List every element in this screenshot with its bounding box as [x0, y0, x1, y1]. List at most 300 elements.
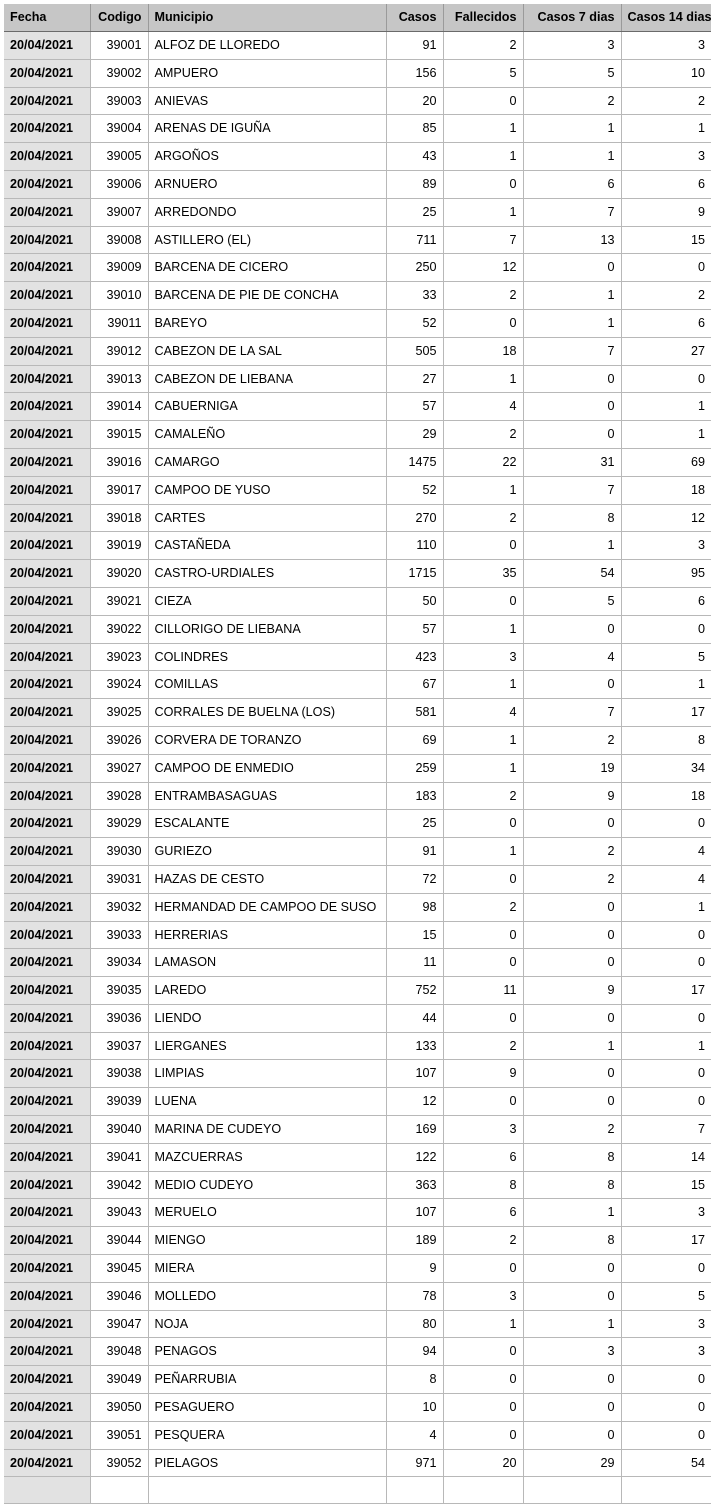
cell-fallecidos: 1: [443, 365, 523, 393]
cell-codigo: 39015: [90, 421, 148, 449]
cell-casos-14-dias: 17: [621, 699, 711, 727]
table-row[interactable]: [4, 143, 711, 171]
table-row[interactable]: [4, 782, 711, 810]
cell-municipio: COLINDRES: [148, 643, 386, 671]
cell-codigo: 39051: [90, 1421, 148, 1449]
cell-casos-14-dias: 0: [621, 1366, 711, 1394]
table-row[interactable]: [4, 1338, 711, 1366]
cell-fecha: 20/04/2021: [4, 1199, 90, 1227]
cell-casos: 156: [386, 59, 443, 87]
column-header-fecha[interactable]: Fecha: [4, 4, 90, 32]
cell-casos-14-dias: 0: [621, 1060, 711, 1088]
cell-codigo: 39031: [90, 865, 148, 893]
cell-municipio: ASTILLERO (EL): [148, 226, 386, 254]
cell-fallecidos: 4: [443, 699, 523, 727]
cell-fallecidos: 0: [443, 1004, 523, 1032]
cell-casos-14-dias: [621, 1477, 711, 1504]
column-header-casos-7-dias[interactable]: Casos 7 dias: [523, 4, 621, 32]
table-row[interactable]: [4, 810, 711, 838]
cell-codigo: 39038: [90, 1060, 148, 1088]
cell-casos-14-dias: 69: [621, 448, 711, 476]
cell-casos-7-dias: 0: [523, 1394, 621, 1422]
table-row[interactable]: [4, 421, 711, 449]
cell-casos-14-dias: 1: [621, 671, 711, 699]
cell-casos-14-dias: 34: [621, 754, 711, 782]
cell-municipio: PESQUERA: [148, 1421, 386, 1449]
cell-fecha: 20/04/2021: [4, 448, 90, 476]
cell-codigo: 39023: [90, 643, 148, 671]
cell-municipio: HAZAS DE CESTO: [148, 865, 386, 893]
cell-municipio: BAREYO: [148, 309, 386, 337]
cell-casos: 363: [386, 1171, 443, 1199]
cell-casos-14-dias: 2: [621, 87, 711, 115]
cell-casos-7-dias: 8: [523, 1171, 621, 1199]
cell-casos-14-dias: 0: [621, 1088, 711, 1116]
column-header-fallecidos[interactable]: Fallecidos: [443, 4, 523, 32]
cell-fecha: 20/04/2021: [4, 921, 90, 949]
cell-municipio: PENAGOS: [148, 1338, 386, 1366]
cell-fecha: 20/04/2021: [4, 1227, 90, 1255]
cell-codigo: [90, 1477, 148, 1504]
cell-codigo: 39021: [90, 587, 148, 615]
table-row[interactable]: [4, 532, 711, 560]
table-row[interactable]: [4, 170, 711, 198]
cell-casos-7-dias: 5: [523, 59, 621, 87]
cell-fecha: 20/04/2021: [4, 1171, 90, 1199]
table-row[interactable]: [4, 699, 711, 727]
table-row[interactable]: [4, 1088, 711, 1116]
table-row[interactable]: [4, 615, 711, 643]
cell-municipio: [148, 1477, 386, 1504]
cell-codigo: 39017: [90, 476, 148, 504]
cell-casos: 29: [386, 421, 443, 449]
cell-casos: 270: [386, 504, 443, 532]
table-row[interactable]: [4, 254, 711, 282]
cell-fecha: 20/04/2021: [4, 1088, 90, 1116]
cell-fallecidos: 3: [443, 1282, 523, 1310]
cell-casos: 69: [386, 726, 443, 754]
table-row[interactable]: [4, 587, 711, 615]
cell-casos-7-dias: 19: [523, 754, 621, 782]
cell-fecha: 20/04/2021: [4, 504, 90, 532]
cell-casos: 9: [386, 1255, 443, 1283]
cell-municipio: COMILLAS: [148, 671, 386, 699]
cell-casos-14-dias: 6: [621, 170, 711, 198]
cell-casos: 259: [386, 754, 443, 782]
cell-fecha: 20/04/2021: [4, 699, 90, 727]
column-header-codigo[interactable]: Codigo: [90, 4, 148, 32]
cell-casos-7-dias: 0: [523, 1060, 621, 1088]
cell-fallecidos: 1: [443, 143, 523, 171]
table-row[interactable]: [4, 1060, 711, 1088]
cell-casos-7-dias: 0: [523, 365, 621, 393]
covid-municipality-table: [4, 4, 711, 1504]
cell-fecha: 20/04/2021: [4, 1282, 90, 1310]
cell-casos: 33: [386, 282, 443, 310]
cell-municipio: PIELAGOS: [148, 1449, 386, 1477]
cell-fecha: 20/04/2021: [4, 1394, 90, 1422]
cell-fallecidos: 0: [443, 309, 523, 337]
cell-casos-7-dias: 0: [523, 254, 621, 282]
cell-fecha: 20/04/2021: [4, 59, 90, 87]
cell-casos: 50: [386, 587, 443, 615]
table-row[interactable]: [4, 754, 711, 782]
table-row[interactable]: [4, 282, 711, 310]
table-row[interactable]: [4, 671, 711, 699]
cell-casos: 189: [386, 1227, 443, 1255]
cell-casos-14-dias: 15: [621, 226, 711, 254]
cell-casos: 85: [386, 115, 443, 143]
cell-casos: 110: [386, 532, 443, 560]
cell-fecha: 20/04/2021: [4, 754, 90, 782]
cell-casos-14-dias: 2: [621, 282, 711, 310]
cell-casos-7-dias: 8: [523, 504, 621, 532]
cell-casos-14-dias: 3: [621, 532, 711, 560]
cell-casos-14-dias: 0: [621, 254, 711, 282]
table-row[interactable]: [4, 1477, 711, 1504]
cell-codigo: 39042: [90, 1171, 148, 1199]
cell-casos-14-dias: 1: [621, 1032, 711, 1060]
cell-fallecidos: 6: [443, 1143, 523, 1171]
cell-casos: 15: [386, 921, 443, 949]
cell-fecha: 20/04/2021: [4, 87, 90, 115]
cell-casos-14-dias: 0: [621, 810, 711, 838]
cell-municipio: NOJA: [148, 1310, 386, 1338]
cell-fallecidos: 0: [443, 810, 523, 838]
cell-municipio: HERMANDAD DE CAMPOO DE SUSO: [148, 893, 386, 921]
cell-casos-14-dias: 17: [621, 977, 711, 1005]
cell-casos: 711: [386, 226, 443, 254]
cell-fecha: 20/04/2021: [4, 1004, 90, 1032]
cell-fallecidos: 0: [443, 1255, 523, 1283]
cell-casos-14-dias: 6: [621, 309, 711, 337]
cell-fecha: 20/04/2021: [4, 393, 90, 421]
table-row[interactable]: [4, 198, 711, 226]
cell-fallecidos: 1: [443, 754, 523, 782]
table-row[interactable]: [4, 1282, 711, 1310]
cell-casos-7-dias: 0: [523, 671, 621, 699]
cell-casos-7-dias: 1: [523, 1310, 621, 1338]
cell-fallecidos: 1: [443, 1310, 523, 1338]
cell-fallecidos: 1: [443, 615, 523, 643]
cell-fallecidos: 2: [443, 1227, 523, 1255]
cell-fallecidos: 12: [443, 254, 523, 282]
cell-casos-14-dias: 0: [621, 365, 711, 393]
cell-municipio: CABUERNIGA: [148, 393, 386, 421]
table-row[interactable]: [4, 893, 711, 921]
table-row[interactable]: [4, 1255, 711, 1283]
cell-fecha: 20/04/2021: [4, 532, 90, 560]
table-row[interactable]: [4, 1394, 711, 1422]
cell-casos-14-dias: 0: [621, 1255, 711, 1283]
cell-fallecidos: 0: [443, 1421, 523, 1449]
cell-codigo: 39033: [90, 921, 148, 949]
cell-casos: 89: [386, 170, 443, 198]
cell-casos-7-dias: 29: [523, 1449, 621, 1477]
cell-fecha: 20/04/2021: [4, 282, 90, 310]
table-row[interactable]: [4, 1171, 711, 1199]
cell-casos-7-dias: 0: [523, 921, 621, 949]
cell-casos-7-dias: 31: [523, 448, 621, 476]
cell-fallecidos: 1: [443, 726, 523, 754]
cell-fallecidos: 5: [443, 59, 523, 87]
cell-municipio: LAMASON: [148, 949, 386, 977]
cell-codigo: 39028: [90, 782, 148, 810]
table-row[interactable]: [4, 1366, 711, 1394]
table-row[interactable]: [4, 921, 711, 949]
table-body: [4, 32, 711, 1504]
cell-codigo: 39018: [90, 504, 148, 532]
cell-codigo: 39004: [90, 115, 148, 143]
cell-casos-14-dias: 0: [621, 1004, 711, 1032]
column-header-municipio[interactable]: Municipio: [148, 4, 386, 32]
cell-municipio: CAMPOO DE YUSO: [148, 476, 386, 504]
cell-casos-14-dias: 6: [621, 587, 711, 615]
cell-fallecidos: 7: [443, 226, 523, 254]
table-row[interactable]: [4, 476, 711, 504]
table-row[interactable]: [4, 226, 711, 254]
cell-fallecidos: 2: [443, 282, 523, 310]
cell-fallecidos: 2: [443, 893, 523, 921]
cell-fecha: [4, 1477, 90, 1504]
cell-fallecidos: 18: [443, 337, 523, 365]
cell-municipio: ARENAS DE IGUÑA: [148, 115, 386, 143]
cell-casos: [386, 1477, 443, 1504]
cell-casos: 10: [386, 1394, 443, 1422]
cell-casos-14-dias: 0: [621, 615, 711, 643]
cell-codigo: 39009: [90, 254, 148, 282]
table-row[interactable]: [4, 1116, 711, 1144]
cell-casos-14-dias: 4: [621, 865, 711, 893]
cell-casos: 57: [386, 393, 443, 421]
cell-municipio: HERRERIAS: [148, 921, 386, 949]
cell-casos-7-dias: 9: [523, 782, 621, 810]
cell-casos-7-dias: 2: [523, 87, 621, 115]
cell-casos-14-dias: 5: [621, 1282, 711, 1310]
cell-casos-14-dias: 9: [621, 198, 711, 226]
cell-casos-14-dias: 14: [621, 1143, 711, 1171]
cell-casos: 72: [386, 865, 443, 893]
cell-municipio: CORRALES DE BUELNA (LOS): [148, 699, 386, 727]
cell-codigo: 39016: [90, 448, 148, 476]
cell-casos-7-dias: 0: [523, 1255, 621, 1283]
cell-casos-7-dias: 1: [523, 115, 621, 143]
cell-codigo: 39019: [90, 532, 148, 560]
table-header-row: [4, 4, 711, 32]
cell-codigo: 39030: [90, 838, 148, 866]
cell-codigo: 39025: [90, 699, 148, 727]
cell-fallecidos: [443, 1477, 523, 1504]
cell-casos-7-dias: 13: [523, 226, 621, 254]
cell-fallecidos: 20: [443, 1449, 523, 1477]
table-row[interactable]: [4, 337, 711, 365]
table-row[interactable]: [4, 1227, 711, 1255]
cell-fallecidos: 0: [443, 532, 523, 560]
table-row[interactable]: [4, 115, 711, 143]
column-header-casos[interactable]: Casos: [386, 4, 443, 32]
cell-codigo: 39014: [90, 393, 148, 421]
cell-codigo: 39027: [90, 754, 148, 782]
cell-codigo: 39006: [90, 170, 148, 198]
cell-codigo: 39052: [90, 1449, 148, 1477]
cell-fecha: 20/04/2021: [4, 782, 90, 810]
cell-casos-14-dias: 18: [621, 782, 711, 810]
cell-casos-14-dias: 8: [621, 726, 711, 754]
cell-fallecidos: 0: [443, 1366, 523, 1394]
cell-casos-7-dias: 5: [523, 587, 621, 615]
table-row[interactable]: [4, 1310, 711, 1338]
table-row[interactable]: [4, 87, 711, 115]
table-row[interactable]: [4, 643, 711, 671]
cell-casos-14-dias: 3: [621, 32, 711, 60]
cell-fecha: 20/04/2021: [4, 115, 90, 143]
cell-casos: 581: [386, 699, 443, 727]
table-row[interactable]: [4, 448, 711, 476]
cell-codigo: 39034: [90, 949, 148, 977]
cell-codigo: 39008: [90, 226, 148, 254]
cell-casos-14-dias: 18: [621, 476, 711, 504]
cell-municipio: MAZCUERRAS: [148, 1143, 386, 1171]
cell-codigo: 39020: [90, 560, 148, 588]
cell-fecha: 20/04/2021: [4, 838, 90, 866]
cell-municipio: LIENDO: [148, 1004, 386, 1032]
cell-fecha: 20/04/2021: [4, 476, 90, 504]
cell-casos-14-dias: 5: [621, 643, 711, 671]
cell-municipio: CABEZON DE LA SAL: [148, 337, 386, 365]
cell-fallecidos: 0: [443, 1088, 523, 1116]
cell-casos-7-dias: 7: [523, 198, 621, 226]
cell-casos-7-dias: 0: [523, 893, 621, 921]
cell-casos: 57: [386, 615, 443, 643]
cell-municipio: LIERGANES: [148, 1032, 386, 1060]
cell-casos-7-dias: 2: [523, 865, 621, 893]
table-row[interactable]: [4, 1032, 711, 1060]
cell-casos-7-dias: 0: [523, 810, 621, 838]
cell-fallecidos: 8: [443, 1171, 523, 1199]
cell-casos: 44: [386, 1004, 443, 1032]
cell-casos: 20: [386, 87, 443, 115]
cell-casos: 169: [386, 1116, 443, 1144]
cell-municipio: ARREDONDO: [148, 198, 386, 226]
cell-codigo: 39043: [90, 1199, 148, 1227]
cell-codigo: 39003: [90, 87, 148, 115]
cell-casos-7-dias: 1: [523, 532, 621, 560]
cell-casos-14-dias: 0: [621, 949, 711, 977]
cell-casos-7-dias: 1: [523, 309, 621, 337]
cell-casos-7-dias: 1: [523, 143, 621, 171]
cell-casos-7-dias: 0: [523, 1282, 621, 1310]
cell-fallecidos: 3: [443, 1116, 523, 1144]
table-row[interactable]: [4, 59, 711, 87]
table-row[interactable]: [4, 1143, 711, 1171]
cell-fallecidos: 1: [443, 198, 523, 226]
table-row[interactable]: [4, 838, 711, 866]
cell-fallecidos: 9: [443, 1060, 523, 1088]
cell-fallecidos: 3: [443, 643, 523, 671]
cell-municipio: CABEZON DE LIEBANA: [148, 365, 386, 393]
table-row[interactable]: [4, 309, 711, 337]
table-row[interactable]: [4, 865, 711, 893]
cell-fecha: 20/04/2021: [4, 587, 90, 615]
cell-codigo: 39050: [90, 1394, 148, 1422]
table-row[interactable]: [4, 1421, 711, 1449]
table-row[interactable]: [4, 393, 711, 421]
cell-fecha: 20/04/2021: [4, 1060, 90, 1088]
cell-casos-7-dias: 6: [523, 170, 621, 198]
cell-fallecidos: 1: [443, 476, 523, 504]
cell-casos-14-dias: 0: [621, 921, 711, 949]
table-row[interactable]: [4, 726, 711, 754]
cell-municipio: AMPUERO: [148, 59, 386, 87]
cell-casos-7-dias: 4: [523, 643, 621, 671]
table-row[interactable]: [4, 949, 711, 977]
cell-casos: 94: [386, 1338, 443, 1366]
cell-casos-7-dias: 7: [523, 476, 621, 504]
cell-fallecidos: 1: [443, 671, 523, 699]
cell-fecha: 20/04/2021: [4, 421, 90, 449]
cell-fecha: 20/04/2021: [4, 198, 90, 226]
cell-municipio: CASTAÑEDA: [148, 532, 386, 560]
cell-casos: 1475: [386, 448, 443, 476]
cell-codigo: 39029: [90, 810, 148, 838]
cell-casos: 52: [386, 309, 443, 337]
cell-fecha: 20/04/2021: [4, 143, 90, 171]
cell-fallecidos: 1: [443, 115, 523, 143]
cell-fecha: 20/04/2021: [4, 32, 90, 60]
cell-casos-14-dias: 27: [621, 337, 711, 365]
cell-casos: 1715: [386, 560, 443, 588]
table-row[interactable]: [4, 1449, 711, 1477]
cell-codigo: 39002: [90, 59, 148, 87]
cell-casos-14-dias: 1: [621, 115, 711, 143]
cell-codigo: 39007: [90, 198, 148, 226]
table-row[interactable]: [4, 365, 711, 393]
cell-municipio: ENTRAMBASAGUAS: [148, 782, 386, 810]
cell-codigo: 39013: [90, 365, 148, 393]
cell-casos-7-dias: 1: [523, 1199, 621, 1227]
table-row[interactable]: [4, 977, 711, 1005]
cell-fallecidos: 0: [443, 921, 523, 949]
cell-codigo: 39024: [90, 671, 148, 699]
cell-casos-14-dias: 54: [621, 1449, 711, 1477]
cell-fallecidos: 22: [443, 448, 523, 476]
table-row[interactable]: [4, 1004, 711, 1032]
table-row[interactable]: [4, 504, 711, 532]
column-header-casos-14-dias[interactable]: Casos 14 dias: [621, 4, 711, 32]
cell-fecha: 20/04/2021: [4, 1255, 90, 1283]
table-row[interactable]: [4, 32, 711, 60]
cell-codigo: 39047: [90, 1310, 148, 1338]
cell-casos-7-dias: 2: [523, 726, 621, 754]
cell-fecha: 20/04/2021: [4, 309, 90, 337]
cell-casos: 11: [386, 949, 443, 977]
cell-fallecidos: 35: [443, 560, 523, 588]
table-row[interactable]: [4, 560, 711, 588]
cell-casos-14-dias: 3: [621, 1310, 711, 1338]
cell-casos-14-dias: 0: [621, 1421, 711, 1449]
cell-fecha: 20/04/2021: [4, 337, 90, 365]
cell-casos: 107: [386, 1060, 443, 1088]
cell-casos-14-dias: 1: [621, 393, 711, 421]
table-row[interactable]: [4, 1199, 711, 1227]
cell-casos: 4: [386, 1421, 443, 1449]
cell-codigo: 39005: [90, 143, 148, 171]
cell-casos-7-dias: 2: [523, 838, 621, 866]
cell-fallecidos: 0: [443, 949, 523, 977]
cell-municipio: MIENGO: [148, 1227, 386, 1255]
cell-codigo: 39012: [90, 337, 148, 365]
cell-municipio: MOLLEDO: [148, 1282, 386, 1310]
